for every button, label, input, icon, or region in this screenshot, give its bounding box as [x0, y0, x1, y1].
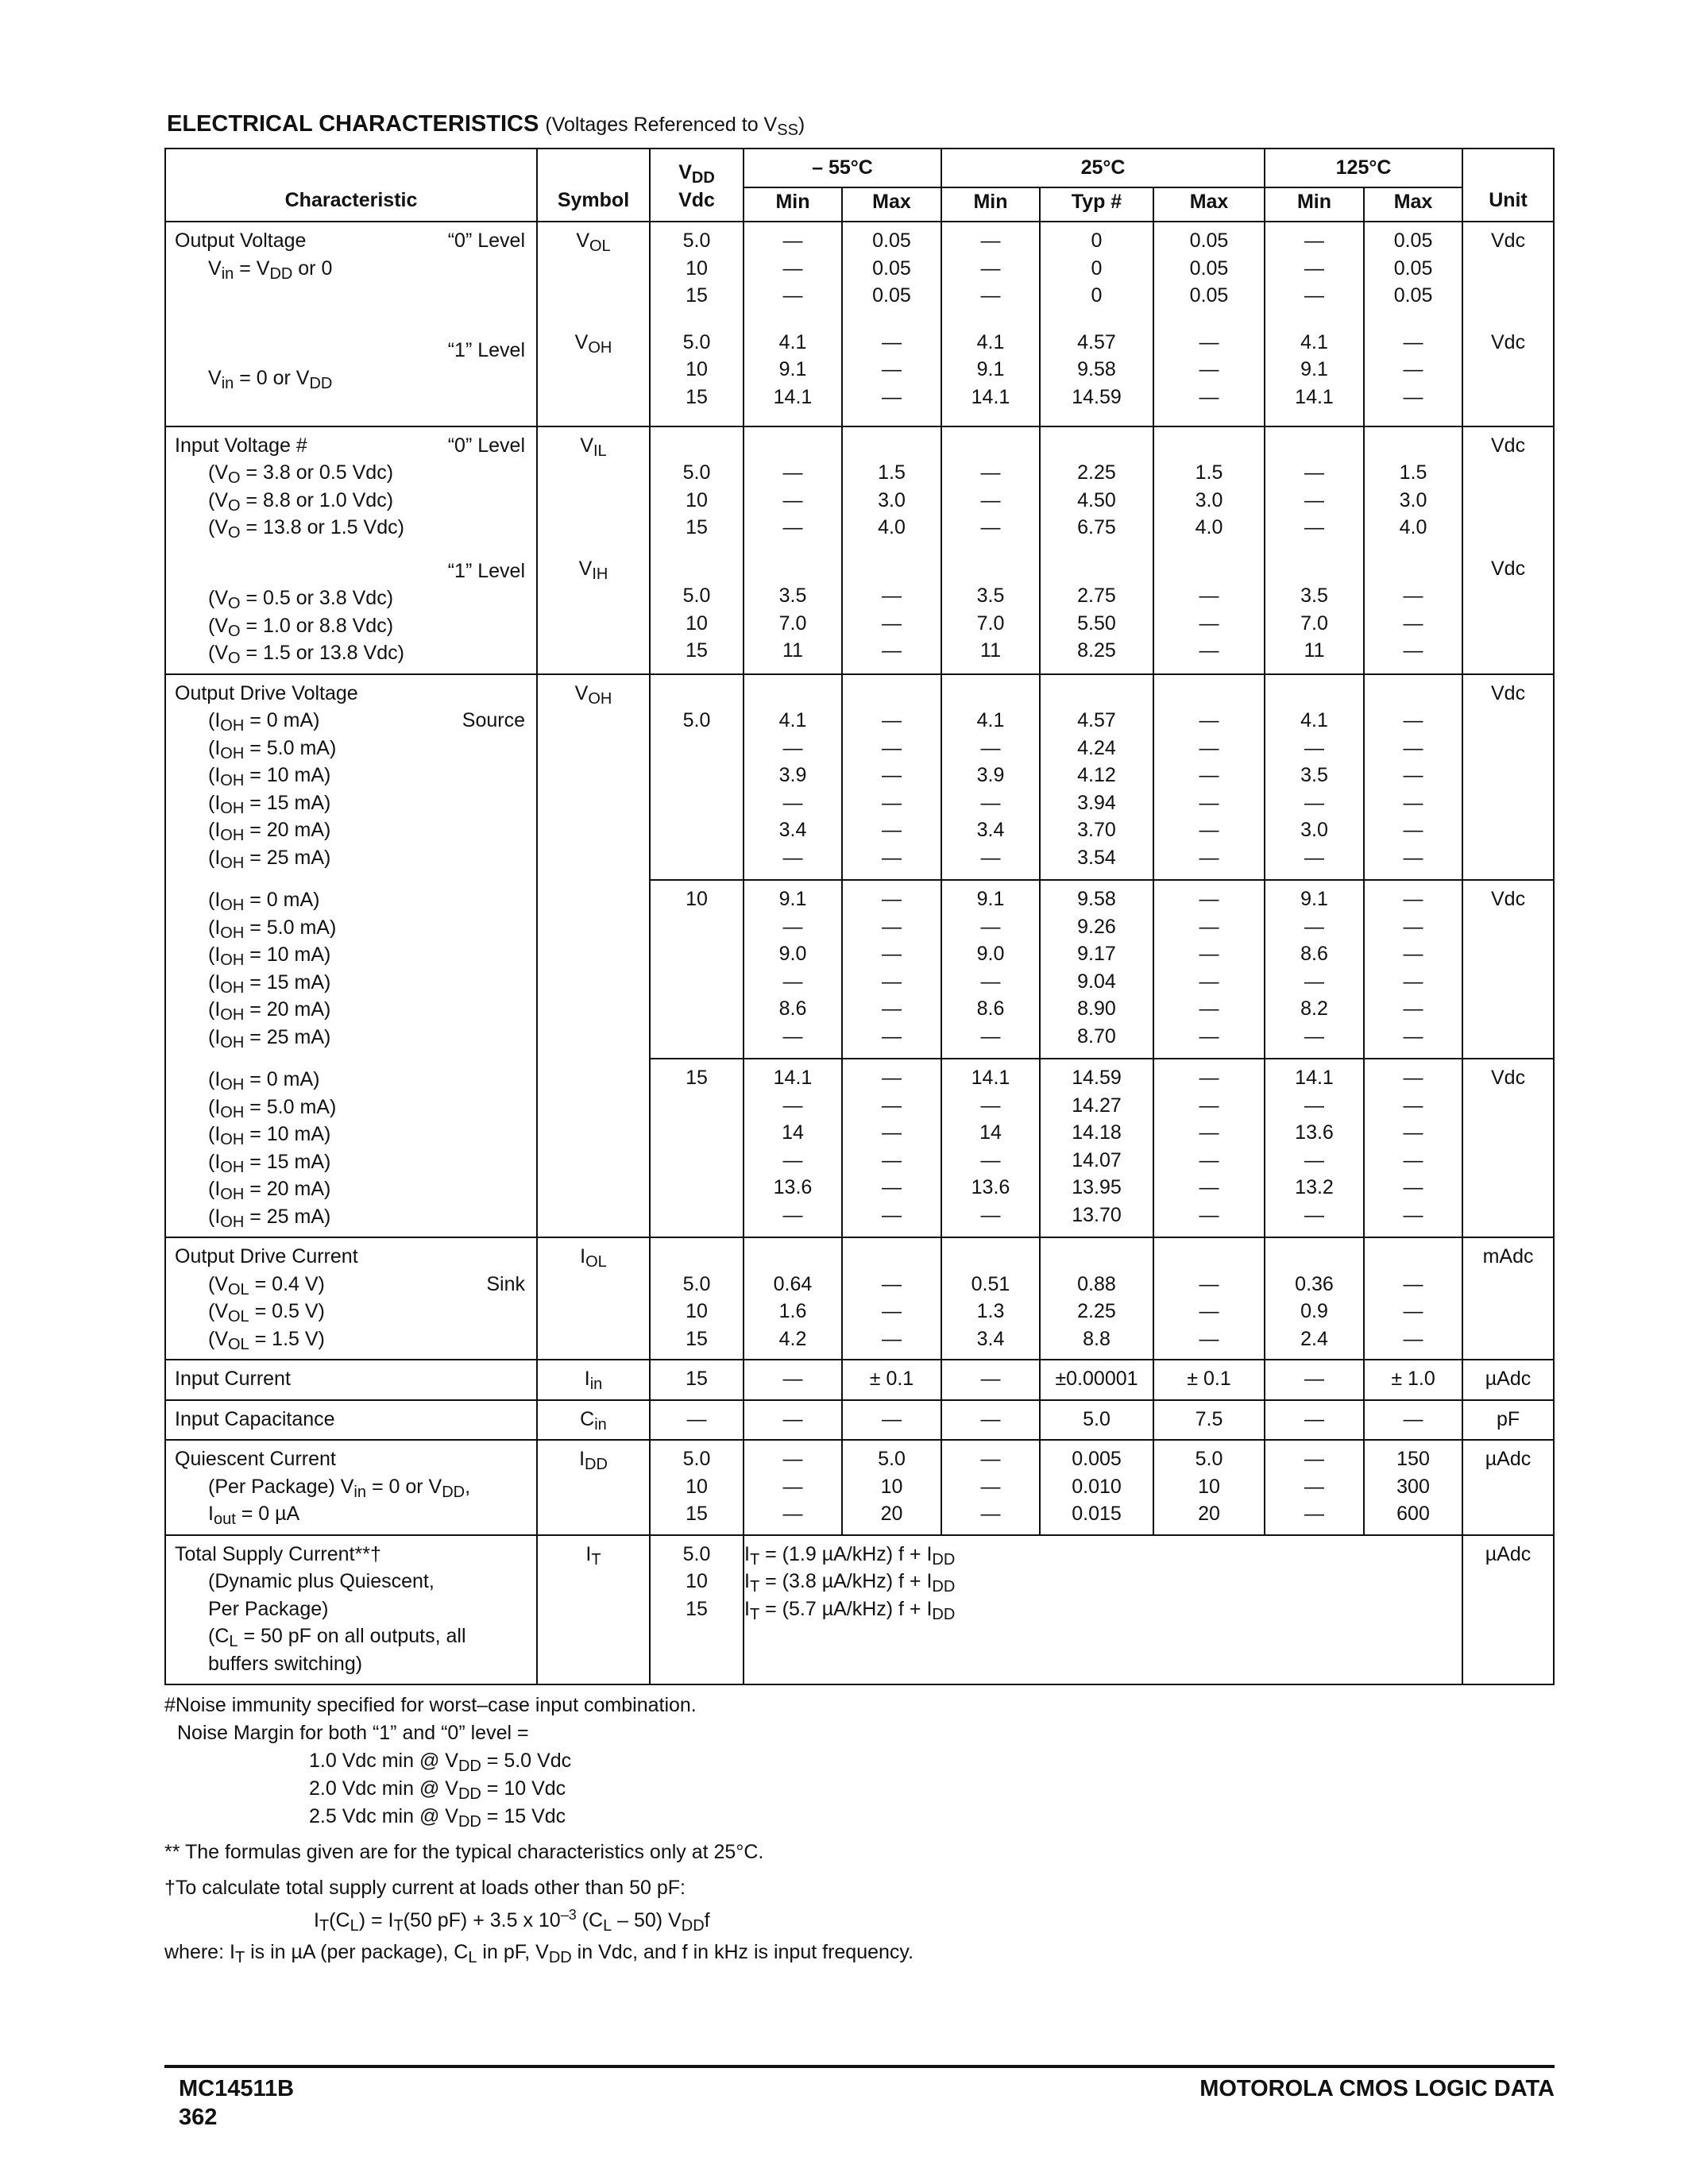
vdd-cell: 10 — [650, 880, 744, 1059]
characteristic-cell: Total Supply Current**† (Dynamic plus Quiescent, Per Package) ($C_L = 50$ pF on all outputs, all buffers switching) — [165, 1535, 537, 1685]
value-cell: 3.5 7.0 11 — [744, 550, 842, 674]
value-cell: — — [1364, 1400, 1462, 1441]
unit-cell: Vdc — [1462, 324, 1554, 426]
value-cell: — — — — [842, 550, 941, 674]
note-where: where: $I_T$ is in µA (per package), $C_L$ in pF, $V_{DD}$ in Vdc, and f in kHz is input frequency. — [164, 1941, 914, 1966]
value-cell: — — [1265, 1400, 1364, 1441]
symbol-cell: $I_T$ — [537, 1535, 650, 1685]
note-formula: $I_T(C_L) = I_T(50$ pF) + 3.5 x $10^{-3}$ $(C_L - 50)$ $V_{DD}f$ — [314, 1907, 710, 1935]
header-characteristic: Characteristic — [165, 149, 537, 222]
value-cell: 5.0 10 20 — [1153, 1440, 1265, 1535]
value-cell: 4.57 9.58 14.59 — [1040, 324, 1153, 426]
value-cell: 9.1 — 9.0 — 8.6 — — [744, 880, 842, 1059]
header-symbol: Symbol — [537, 149, 650, 222]
characteristic-cell: Output Drive Current ($V_{OL} = 0.4$ V) Sink ($V_{OL} = 0.5$ V) ($V_{OL} = 1.5$ V) — [165, 1237, 537, 1360]
header-min: Min — [941, 187, 1040, 222]
vdd-cell: 5.0 10 15 — [650, 550, 744, 674]
value-cell: — — [744, 1400, 842, 1441]
table-row — [165, 1360, 1554, 1400]
value-cell: 4.1 — 3.9 — 3.4 — — [744, 674, 842, 881]
unit-cell: mAdc — [1462, 1237, 1554, 1360]
value-cell: — — [941, 1360, 1040, 1400]
value-cell: — — — — [941, 222, 1040, 324]
footer-left — [179, 2074, 294, 2132]
value-cell: 9.1 — 9.0 — 8.6 — — [941, 880, 1040, 1059]
header-temp-125: 125°C — [1265, 149, 1462, 187]
value-cell: 2.75 5.50 8.25 — [1040, 550, 1153, 674]
vdd-cell: 5.0 — [650, 674, 744, 881]
symbol-cell: $I_{DD}$ — [537, 1440, 650, 1535]
unit-cell: Vdc — [1462, 674, 1554, 881]
note-noise-margin: Noise Margin for both “1” and “0” level = — [177, 1722, 529, 1744]
value-cell: 14.1 — 14 — 13.6 — — [744, 1059, 842, 1237]
value-cell: 0.51 1.3 3.4 — [941, 1237, 1040, 1360]
note-margin-line: 1.0 Vdc min @ $V_{DD} = 5.0$ Vdc — [309, 1750, 572, 1775]
value-cell: — — — — [744, 426, 842, 550]
value-cell: 4.1 9.1 14.1 — [941, 324, 1040, 426]
symbol-cell: $V_{OH}$ — [537, 324, 650, 426]
header-max: Max — [842, 187, 941, 222]
vdd-cell: 5.0 10 15 — [650, 1535, 744, 1685]
header-min: Min — [1265, 187, 1364, 222]
symbol-cell: $C_{in}$ — [537, 1400, 650, 1441]
unit-cell: µAdc — [1462, 1535, 1554, 1685]
symbol-cell: $V_{OH}$ — [537, 674, 650, 1238]
value-cell: — — — — [1265, 1440, 1364, 1535]
value-cell: — — — — — — — [1364, 1059, 1462, 1237]
value-cell: — — [1265, 1360, 1364, 1400]
value-cell: — — — — — — — [1364, 880, 1462, 1059]
header-vdd: $V_{DD}$ Vdc — [650, 149, 744, 222]
characteristic-cell: Quiescent Current (Per Package) $V_{in} = 0$ or $V_{DD}$, $I_{out} = 0$ µA — [165, 1440, 537, 1535]
table-row — [165, 222, 1554, 324]
value-cell: 1.5 3.0 4.0 — [842, 426, 941, 550]
symbol-cell: $V_{IL}$ — [537, 426, 650, 550]
vdd-cell: — — [650, 1400, 744, 1441]
value-cell: — — — — [1364, 550, 1462, 674]
vdd-cell: 5.0 10 15 — [650, 426, 744, 550]
value-cell: 14.1 — 14 — 13.6 — — [941, 1059, 1040, 1237]
value-cell: — — — — [941, 1440, 1040, 1535]
table-row — [165, 426, 1554, 550]
header-typ: Typ # — [1040, 187, 1153, 222]
value-cell: — — [941, 1400, 1040, 1441]
value-cell: ± 0.1 — [1153, 1360, 1265, 1400]
table-row — [165, 1400, 1554, 1441]
value-cell: — — — — [1153, 550, 1265, 674]
unit-cell: Vdc — [1462, 426, 1554, 550]
characteristic-cell: Input Voltage # “0” Level ($V_O = 3.8$ or 0.5 Vdc) ($V_O = 8.8$ or 1.0 Vdc) ($V_O = 13.8$ or 1.5 Vdc) “1” Level ($V_O = 0.5$ or 3.8 Vdc) ($V_O = 1.0$ or 8.8 Vdc) ($V_O = 1.5$ or 13.8 Vdc) — [165, 426, 537, 674]
table-row — [165, 674, 1554, 881]
characteristic-cell: Input Capacitance — [165, 1400, 537, 1441]
value-cell: — — — — [1364, 1237, 1462, 1360]
value-cell: — — — — [1364, 324, 1462, 426]
value-cell: 4.1 — 3.9 — 3.4 — — [941, 674, 1040, 881]
value-cell: 9.58 9.26 9.17 9.04 8.90 8.70 — [1040, 880, 1153, 1059]
value-cell: — — — — [1153, 1237, 1265, 1360]
table-row — [165, 1440, 1554, 1535]
value-cell: 0.05 0.05 0.05 — [842, 222, 941, 324]
vdd-cell: 5.0 10 15 — [650, 324, 744, 426]
table-row — [165, 1237, 1554, 1360]
value-cell: — — — — [744, 1440, 842, 1535]
header-temp-25: 25°C — [941, 149, 1265, 187]
value-cell: — — — — — — — [842, 880, 941, 1059]
vdd-cell: 15 — [650, 1360, 744, 1400]
value-cell: 4.1 9.1 14.1 — [744, 324, 842, 426]
value-cell: — — — — — — — [1153, 674, 1265, 881]
note-supply-current: †To calculate total supply current at loads other than 50 pF: — [164, 1877, 686, 1899]
value-cell: ± 0.1 — [842, 1360, 941, 1400]
value-cell: — — [744, 1360, 842, 1400]
value-cell: ±0.00001 — [1040, 1360, 1153, 1400]
vdd-cell: 5.0 10 15 — [650, 222, 744, 324]
header-row-1 — [165, 149, 1554, 187]
value-cell: — — — — [941, 426, 1040, 550]
unit-cell: Vdc — [1462, 1059, 1554, 1237]
characteristic-cell: Output Voltage “0” Level $V_{in} = V_{DD}$ or 0 “1” Level $V_{in} = 0$ or $V_{DD}$ — [165, 222, 537, 426]
value-cell: — — — — — — — [1364, 674, 1462, 881]
value-cell: — — — — [1153, 324, 1265, 426]
value-cell: — — — — — — — [1153, 1059, 1265, 1237]
vdd-cell: 15 — [650, 1059, 744, 1237]
value-cell: 3.5 7.0 11 — [1265, 550, 1364, 674]
unit-cell: pF — [1462, 1400, 1554, 1441]
value-cell: — — — — — — — [842, 1059, 941, 1237]
unit-cell: Vdc — [1462, 550, 1554, 674]
unit-cell: Vdc — [1462, 222, 1554, 324]
footer-brand: MOTOROLA CMOS LOGIC DATA — [1199, 2076, 1555, 2101]
value-cell: 2.25 4.50 6.75 — [1040, 426, 1153, 550]
header-temp-m55: – 55°C — [744, 149, 941, 187]
formula-cell: $I_T = (1.9$ µA/kHz) $f + I_{DD}$ $I_T = (3.8$ µA/kHz) $f + I_{DD}$ $I_T = (5.7$ µA/kHz) $f + I_{DD}$ — [744, 1535, 1462, 1685]
value-cell: — — — — — — — [1153, 880, 1265, 1059]
page-number: 362 — [179, 2105, 218, 2130]
value-cell: ± 1.0 — [1364, 1360, 1462, 1400]
characteristic-cell: Input Current — [165, 1360, 537, 1400]
value-cell: 1.5 3.0 4.0 — [1364, 426, 1462, 550]
table-row — [165, 1535, 1554, 1685]
value-cell: 0.64 1.6 4.2 — [744, 1237, 842, 1360]
value-cell: — — — — [1265, 222, 1364, 324]
unit-cell: µAdc — [1462, 1440, 1554, 1535]
header-max: Max — [1153, 187, 1265, 222]
electrical-characteristics-table — [164, 148, 1555, 1685]
header-max: Max — [1364, 187, 1462, 222]
value-cell: 0.05 0.05 0.05 — [1153, 222, 1265, 324]
value-cell: 4.1 — 3.5 — 3.0 — — [1265, 674, 1364, 881]
part-number: MC14511B — [179, 2076, 295, 2101]
characteristic-cell: Output Drive Voltage ($I_{OH} = 0$ mA) Source ($I_{OH} = 5.0$ mA) ($I_{OH} = 10$ mA) ($I_{OH} = 15$ mA) ($I_{OH} = 20$ mA) ($I_{OH} = 25$ mA) ($I_{OH} = 0$ mA) ($I_{OH} = 5.0$ mA) ($I_{OH} = 10$ mA) ($I_{OH} = 15$ mA) ($I_{OH} = 20$ mA) ($I_{OH} = 25$ mA) ($I_{OH} = 0$ mA) ($I_{OH} = 5.0$ mA) ($I_{OH} = 10$ mA) ($I_{OH} = 15$ mA) ($I_{OH} = 20$ mA) ($I_{OH} = 25$ mA) — [165, 674, 537, 1238]
value-cell: — — — — [842, 324, 941, 426]
unit-cell: Vdc — [1462, 880, 1554, 1059]
value-cell: 0.88 2.25 8.8 — [1040, 1237, 1153, 1360]
vdd-cell: 5.0 10 15 — [650, 1237, 744, 1360]
footnotes — [164, 1692, 914, 1966]
header-min: Min — [744, 187, 842, 222]
note-typical: ** The formulas given are for the typical characteristics only at 25°C. — [164, 1841, 764, 1863]
value-cell: 0.36 0.9 2.4 — [1265, 1237, 1364, 1360]
table-title: ELECTRICAL CHARACTERISTICS (Voltages Referenced to $V_{SS}$) — [167, 111, 805, 139]
value-cell: 5.0 — [1040, 1400, 1153, 1441]
value-cell: — — — — [744, 222, 842, 324]
symbol-cell: $I_{in}$ — [537, 1360, 650, 1400]
footer-rule — [164, 2065, 1555, 2068]
value-cell: 0.005 0.010 0.015 — [1040, 1440, 1153, 1535]
value-cell: 7.5 — [1153, 1400, 1265, 1441]
symbol-cell: $V_{OL}$ — [537, 222, 650, 324]
value-cell: 1.5 3.0 4.0 — [1153, 426, 1265, 550]
vdd-cell: 5.0 10 15 — [650, 1440, 744, 1535]
value-cell: — — — — [1265, 426, 1364, 550]
value-cell: 4.57 4.24 4.12 3.94 3.70 3.54 — [1040, 674, 1153, 881]
symbol-cell: $V_{IH}$ — [537, 550, 650, 674]
value-cell: 14.1 — 13.6 — 13.2 — — [1265, 1059, 1364, 1237]
value-cell: 150 300 600 — [1364, 1440, 1462, 1535]
note-noise-immunity: #Noise immunity specified for worst–case input combination. — [164, 1694, 697, 1716]
value-cell: — — — — — — — [842, 674, 941, 881]
header-unit: Unit — [1462, 149, 1554, 222]
value-cell: 9.1 — 8.6 — 8.2 — — [1265, 880, 1364, 1059]
value-cell: 5.0 10 20 — [842, 1440, 941, 1535]
value-cell: 0.05 0.05 0.05 — [1364, 222, 1462, 324]
value-cell: — — [842, 1400, 941, 1441]
value-cell: 3.5 7.0 11 — [941, 550, 1040, 674]
note-margin-line: 2.5 Vdc min @ $V_{DD} = 15$ Vdc — [309, 1805, 566, 1831]
value-cell: 14.59 14.27 14.18 14.07 13.95 13.70 — [1040, 1059, 1153, 1237]
symbol-cell: $I_{OL}$ — [537, 1237, 650, 1360]
unit-cell: µAdc — [1462, 1360, 1554, 1400]
value-cell: 4.1 9.1 14.1 — [1265, 324, 1364, 426]
value-cell: 0 0 0 — [1040, 222, 1153, 324]
value-cell: — — — — [842, 1237, 941, 1360]
note-margin-line: 2.0 Vdc min @ $V_{DD} = 10$ Vdc — [309, 1777, 566, 1803]
